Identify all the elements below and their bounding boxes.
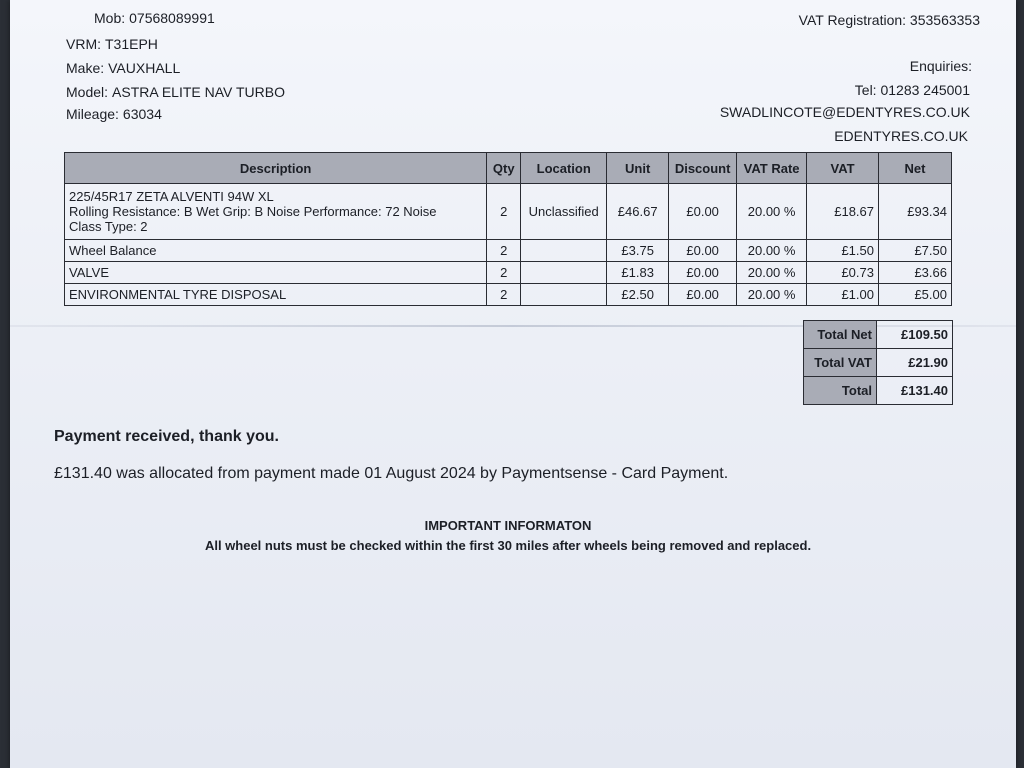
enquiries-label: Enquiries: [909,58,972,74]
total-net-row [804,321,953,349]
row-discount: £0.00 [669,284,737,306]
grand-total-value: £131.40 [877,377,953,405]
row-qty: 2 [487,184,521,240]
row-net: £7.50 [879,240,952,262]
row-vat-rate: 20.00 % [737,184,807,240]
mobile-value: 07568089991 [129,10,215,26]
row-discount: £0.00 [669,184,737,240]
important-title: IMPORTANT INFORMATON [424,518,592,533]
table-header-row [65,153,952,184]
row-location [521,262,607,284]
header-location: Location [521,153,607,184]
row-location [521,284,607,306]
model-value: ASTRA ELITE NAV TURBO [112,84,286,100]
total-vat-value: £21.90 [877,349,953,377]
header-description: Description [65,153,487,184]
table-row [65,262,952,284]
row-description: Wheel Balance [65,240,487,262]
header-net: Net [879,153,952,184]
mobile-line: Mob: 07568089991 [94,10,215,26]
row-unit: £46.67 [607,184,669,240]
vrm-line: VRM: T31EPH [66,36,158,52]
table-row [65,240,952,262]
row-vat-rate: 20.00 % [737,262,807,284]
row-unit: £3.75 [607,240,669,262]
row-vat: £1.50 [807,240,879,262]
row-location: Unclassified [521,184,607,240]
row-location [521,240,607,262]
make-line: Make: VAUXHALL [66,60,181,76]
header-qty: Qty [487,153,521,184]
total-net-label: Total Net [804,321,877,349]
important-text: All wheel nuts must be checked within the first 30 miles after wheels being removed and replaced. [204,538,812,553]
row-vat: £18.67 [807,184,879,240]
telephone: Tel: 01283 245001 [854,82,970,98]
row-net: £93.34 [879,184,952,240]
vat-registration: VAT Registration: 353563353 [798,12,980,28]
row-vat-rate: 20.00 % [737,284,807,306]
table-row [65,284,952,306]
email: SWADLINCOTE@EDENTYRES.CO.UK [719,104,970,120]
header-vat-rate: VAT Rate [737,153,807,184]
row-unit: £2.50 [607,284,669,306]
row-description: ENVIRONMENTAL TYRE DISPOSAL [65,284,487,306]
model-line: Model: ASTRA ELITE NAV TURBO [66,84,286,100]
row-net: £5.00 [879,284,952,306]
total-net-value: £109.50 [877,321,953,349]
row-discount: £0.00 [669,240,737,262]
row-qty: 2 [487,262,521,284]
mileage-value: 63034 [122,106,162,122]
row-qty: 2 [487,240,521,262]
row-unit: £1.83 [607,262,669,284]
total-vat-row [804,349,953,377]
mileage-line: Mileage: 63034 [66,106,162,122]
row-description: 225/45R17 ZETA ALVENTI 94W XL Rolling Resistance: B Wet Grip: B Noise Performance: 72 Noise Class Type: 2 [65,184,487,240]
website: EDENTYRES.CO.UK [834,128,968,144]
totals-table [803,320,953,405]
make-value: VAUXHALL [108,60,181,76]
header-vat: VAT [807,153,879,184]
grand-total-label: Total [804,377,877,405]
total-vat-label: Total VAT [804,349,877,377]
row-net: £3.66 [879,262,952,284]
header-unit: Unit [607,153,669,184]
grand-total-row [804,377,953,405]
table-row [65,184,952,240]
row-vat: £1.00 [807,284,879,306]
row-qty: 2 [487,284,521,306]
header-discount: Discount [669,153,737,184]
row-vat: £0.73 [807,262,879,284]
row-discount: £0.00 [669,262,737,284]
payment-title: Payment received, thank you. [54,428,279,445]
items-table [64,152,952,306]
payment-allocation: £131.40 was allocated from payment made 01 August 2024 by Paymentsense - Card Payment. [54,465,729,482]
row-description: VALVE [65,262,487,284]
row-vat-rate: 20.00 % [737,240,807,262]
vrm-value: T31EPH [105,36,158,52]
